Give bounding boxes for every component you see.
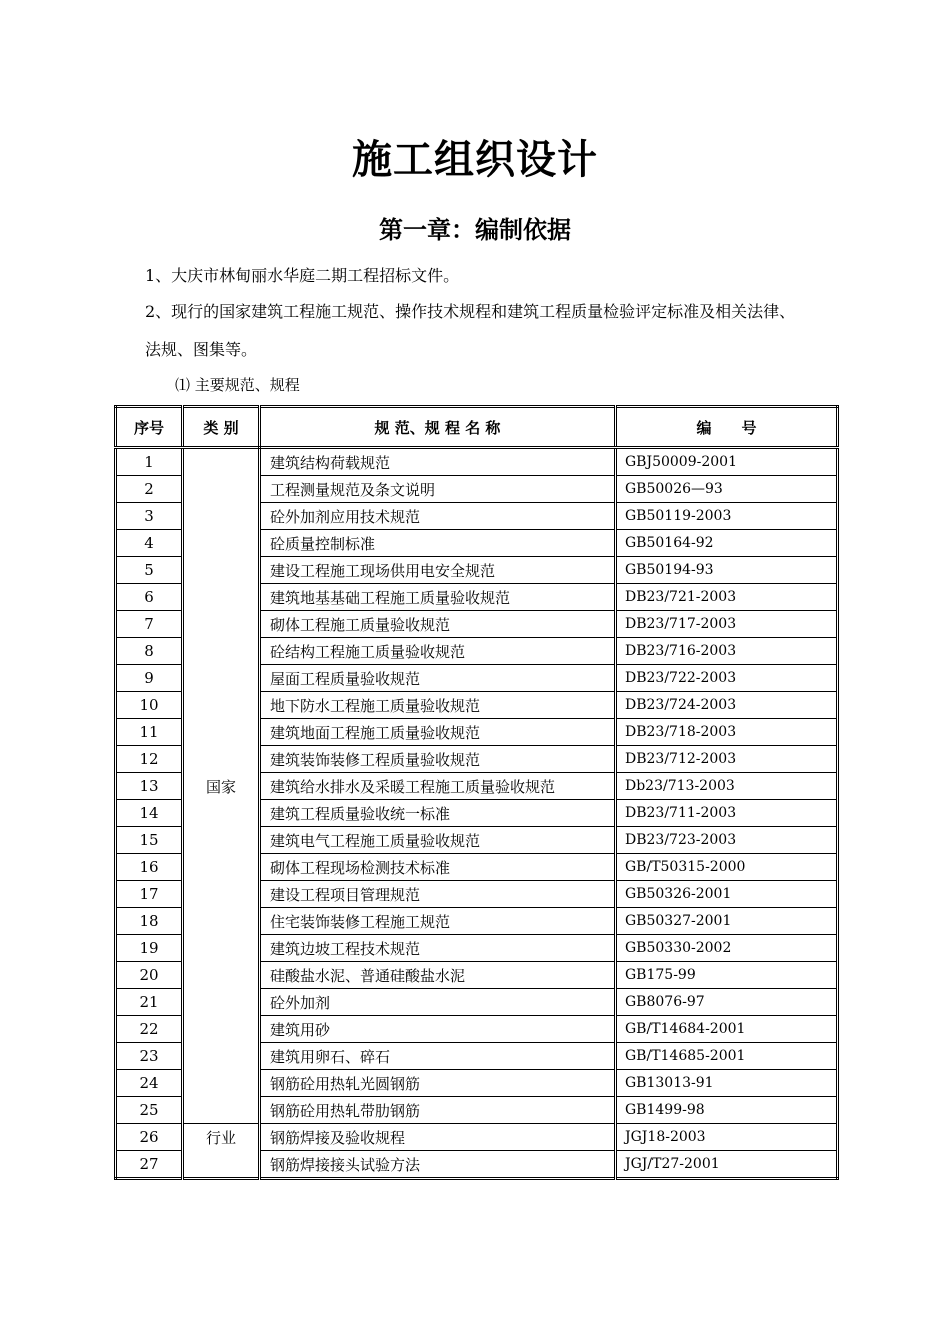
spec-name: 建筑地基基础工程施工质量验收规范 (260, 584, 616, 611)
row-number: 25 (116, 1097, 183, 1124)
spec-name: 建筑用卵石、碎石 (260, 1043, 616, 1070)
spec-name: 建筑结构荷载规范 (260, 448, 616, 476)
spec-name: 建筑给水排水及采暖工程施工质量验收规范 (260, 773, 616, 800)
spec-table (114, 405, 839, 1180)
row-number: 23 (116, 1043, 183, 1070)
row-number: 13 (116, 773, 183, 800)
row-number: 7 (116, 611, 183, 638)
spec-code: Db23/713-2003 (616, 773, 838, 800)
row-number: 19 (116, 935, 183, 962)
spec-name: 建筑工程质量验收统一标准 (260, 800, 616, 827)
spec-code: GB1499-98 (616, 1097, 838, 1124)
spec-code: GB/T14685-2001 (616, 1043, 838, 1070)
spec-name: 钢筋焊接及验收规程 (260, 1124, 616, 1151)
row-number: 24 (116, 1070, 183, 1097)
spec-name: 建筑电气工程施工质量验收规范 (260, 827, 616, 854)
spec-code: DB23/723-2003 (616, 827, 838, 854)
spec-name: 钢筋砼用热轧带肋钢筋 (260, 1097, 616, 1124)
row-number: 16 (116, 854, 183, 881)
spec-code: DB23/718-2003 (616, 719, 838, 746)
spec-code: GB50026—93 (616, 476, 838, 503)
document-title: 施工组织设计 (352, 136, 598, 183)
row-number: 11 (116, 719, 183, 746)
row-number: 8 (116, 638, 183, 665)
spec-code: DB23/716-2003 (616, 638, 838, 665)
spec-name: 建筑用砂 (260, 1016, 616, 1043)
table-row (116, 448, 838, 476)
spec-code: GB/T50315-2000 (616, 854, 838, 881)
header-no: 序号 (116, 407, 183, 448)
header-category: 类 别 (183, 407, 260, 448)
spec-code: GB/T14684-2001 (616, 1016, 838, 1043)
spec-code: GB50119-2003 (616, 503, 838, 530)
category-cell: 国家 (183, 448, 260, 1124)
spec-code: GB175-99 (616, 962, 838, 989)
spec-name: 砌体工程施工质量验收规范 (260, 611, 616, 638)
spec-name: 建筑装饰装修工程质量验收规范 (260, 746, 616, 773)
row-number: 9 (116, 665, 183, 692)
row-number: 18 (116, 908, 183, 935)
row-number: 10 (116, 692, 183, 719)
spec-name: 砼质量控制标准 (260, 530, 616, 557)
row-number: 14 (116, 800, 183, 827)
spec-name: 砼结构工程施工质量验收规范 (260, 638, 616, 665)
paragraph-2: 2、现行的国家建筑工程施工规范、操作技术规程和建筑工程质量检验评定标准及相关法律、 (145, 302, 796, 321)
spec-name: 砼外加剂应用技术规范 (260, 503, 616, 530)
header-code: 编 号 (616, 407, 838, 448)
spec-name: 砼外加剂 (260, 989, 616, 1016)
row-number: 27 (116, 1151, 183, 1179)
spec-code: DB23/717-2003 (616, 611, 838, 638)
spec-name: 砌体工程现场检测技术标准 (260, 854, 616, 881)
row-number: 12 (116, 746, 183, 773)
spec-name: 住宅装饰装修工程施工规范 (260, 908, 616, 935)
spec-code: GB50327-2001 (616, 908, 838, 935)
category-cell: 行业 (183, 1124, 260, 1179)
spec-name: 屋面工程质量验收规范 (260, 665, 616, 692)
spec-name: 地下防水工程施工质量验收规范 (260, 692, 616, 719)
spec-code: DB23/712-2003 (616, 746, 838, 773)
row-number: 3 (116, 503, 183, 530)
table-row (116, 1124, 838, 1151)
spec-name: 钢筋砼用热轧光圆钢筋 (260, 1070, 616, 1097)
row-number: 1 (116, 448, 183, 476)
spec-code: GB8076-97 (616, 989, 838, 1016)
spec-name: 建筑地面工程施工质量验收规范 (260, 719, 616, 746)
spec-code: GB50164-92 (616, 530, 838, 557)
table-header-row (116, 407, 838, 448)
spec-code: DB23/724-2003 (616, 692, 838, 719)
spec-name: 建设工程施工现场供用电安全规范 (260, 557, 616, 584)
row-number: 2 (116, 476, 183, 503)
spec-name: 建设工程项目管理规范 (260, 881, 616, 908)
row-number: 20 (116, 962, 183, 989)
row-number: 26 (116, 1124, 183, 1151)
row-number: 15 (116, 827, 183, 854)
row-number: 6 (116, 584, 183, 611)
spec-code: JGJ18-2003 (616, 1124, 838, 1151)
paragraph-1: 1、大庆市林甸丽水华庭二期工程招标文件。 (145, 266, 460, 285)
spec-name: 硅酸盐水泥、普通硅酸盐水泥 (260, 962, 616, 989)
spec-code: GBJ50009-2001 (616, 448, 838, 476)
spec-code: GB50194-93 (616, 557, 838, 584)
row-number: 4 (116, 530, 183, 557)
spec-name: 建筑边坡工程技术规范 (260, 935, 616, 962)
spec-code: JGJ/T27-2001 (616, 1151, 838, 1179)
spec-code: DB23/722-2003 (616, 665, 838, 692)
chapter-heading: 第一章：编制依据 (379, 215, 571, 244)
paragraph-2-continued: 法规、图集等。 (145, 340, 258, 359)
table-body (116, 448, 838, 1179)
spec-name: 钢筋焊接接头试验方法 (260, 1151, 616, 1179)
header-name: 规 范、规 程 名 称 (260, 407, 616, 448)
row-number: 22 (116, 1016, 183, 1043)
spec-code: DB23/721-2003 (616, 584, 838, 611)
row-number: 21 (116, 989, 183, 1016)
spec-name: 工程测量规范及条文说明 (260, 476, 616, 503)
row-number: 17 (116, 881, 183, 908)
spec-code: GB50326-2001 (616, 881, 838, 908)
spec-code: GB50330-2002 (616, 935, 838, 962)
spec-code: GB13013-91 (616, 1070, 838, 1097)
sub-heading: ⑴ 主要规范、规程 (175, 376, 300, 394)
spec-code: DB23/711-2003 (616, 800, 838, 827)
row-number: 5 (116, 557, 183, 584)
